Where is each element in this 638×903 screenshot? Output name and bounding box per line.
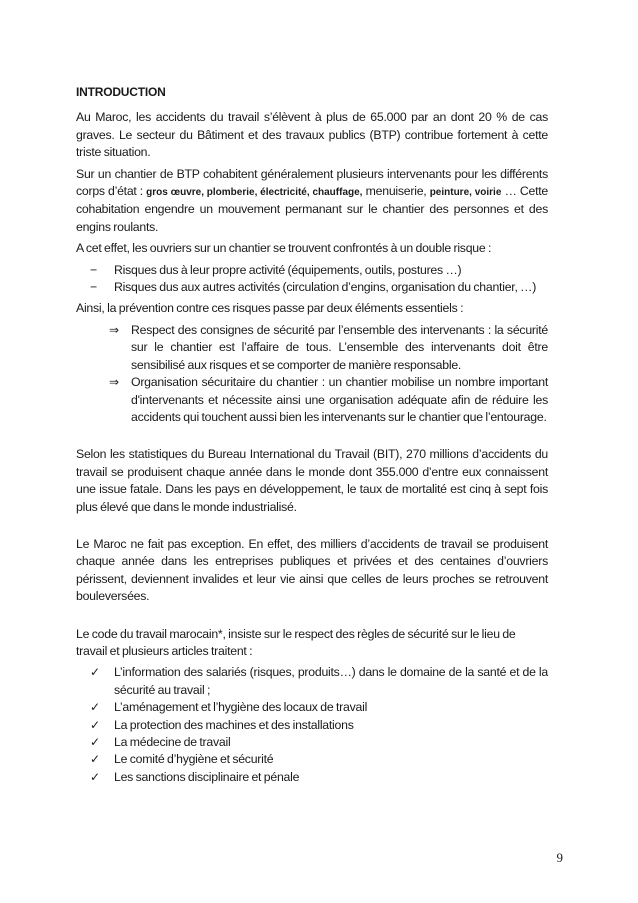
paragraph-code-travail: Le code du travail marocain*, insiste sur le respect des règles de sécurité sur le lieu de travail et plusieurs articles traitent : bbox=[76, 626, 516, 658]
paragraph-double-risque: A cet effet, les ouvriers sur un chantier se trouvent confrontés à un double risque : bbox=[76, 241, 492, 256]
double-arrow-icon: ⇒ bbox=[109, 322, 119, 337]
paragraph-prevention: Ainsi, la prévention contre ces risques passe par deux éléments essentiels : bbox=[76, 301, 464, 316]
dash-bullet-icon: − bbox=[90, 262, 97, 277]
checkmark-icon: ✓ bbox=[90, 665, 100, 680]
checkmark-icon: ✓ bbox=[90, 735, 100, 749]
spacer bbox=[76, 430, 548, 446]
list-item bbox=[90, 717, 548, 734]
section-heading: INTRODUCTION bbox=[76, 85, 166, 99]
spacer bbox=[76, 520, 548, 536]
code-articles-list bbox=[76, 664, 548, 786]
paragraph-accidents-maroc: Au Maroc, les accidents du travail s’élèvent à plus de 65.000 par an dont 20 % de cas graves. Le secteur du Bâtiment et des travaux publics (BTP) contribue fortement à cette triste situation. bbox=[76, 110, 548, 160]
cohabitation-end: … Cette cohabitation engendre un mouvement permanant sur le chantier des personnes et des engins roulants. bbox=[76, 184, 548, 234]
trades-list-bold-1: gros œuvre, plomberie, électricité, chauffage, bbox=[146, 187, 363, 199]
list-item-text: Organisation sécuritaire du chantier : un chantier mobilise un nombre important d'intervenants et nécessite ainsi une organisation adéquate afin de réduire les accidents qui touchent aussi bien les intervenants sur le chantier que l’entourage. bbox=[131, 375, 548, 424]
paragraph-cohabitation bbox=[76, 166, 548, 237]
list-item bbox=[109, 322, 548, 374]
list-item-text: Les sanctions disciplinaire et pénale bbox=[114, 769, 300, 784]
list-item-text: Risques dus aux autres activités (circulation d’engins, organisation du chantier, …) bbox=[114, 280, 537, 295]
list-item-text: La médecine de travail bbox=[114, 735, 231, 749]
list-item bbox=[90, 699, 548, 716]
risk-list bbox=[76, 262, 548, 297]
double-arrow-icon: ⇒ bbox=[109, 375, 119, 390]
list-item bbox=[90, 751, 548, 768]
list-item-text: L’information des salariés (risques, produits…) dans le domaine de la santé et de la sécurité au travail ; bbox=[114, 665, 548, 697]
list-item bbox=[90, 279, 548, 296]
list-item-text: Le comité d’hygiène et sécurité bbox=[114, 752, 274, 767]
list-item-text: L’aménagement et l’hygiène des locaux de travail bbox=[114, 700, 368, 715]
checkmark-icon: ✓ bbox=[90, 752, 100, 767]
list-item bbox=[90, 769, 548, 786]
list-item-text: Risques dus à leur propre activité (équipements, outils, postures …) bbox=[114, 262, 462, 277]
list-item bbox=[109, 374, 548, 426]
list-item bbox=[90, 734, 548, 751]
list-item bbox=[90, 664, 548, 699]
trade-menuiserie: menuiserie, bbox=[362, 184, 430, 199]
checkmark-icon: ✓ bbox=[90, 769, 100, 784]
checkmark-icon: ✓ bbox=[90, 717, 100, 732]
checkmark-icon: ✓ bbox=[90, 700, 100, 715]
cohabitation-start: Sur un chantier de BTP cohabitent généralement plusieurs intervenants pour les différents corps d’état : bbox=[76, 166, 548, 199]
page-number: 9 bbox=[556, 850, 563, 865]
paragraph-maroc-exception: Le Maroc ne fait pas exception. En effet, des milliers d’accidents de travail se produisent chaque année dans les entreprises publiques et privées et des centaines d’ouvriers périssent, deviennent invalides et leur vie ainsi que celles de leurs proches se retrouvent bouleversées. bbox=[76, 536, 548, 604]
document-body bbox=[76, 84, 548, 786]
spacer bbox=[76, 610, 548, 626]
list-item-text: Respect des consignes de sécurité par l’ensemble des intervenants : la sécurité sur le chantier est l’affaire de tous. L’ensemble des intervenants doit être sensibilisé aux risques et se comporter de manière responsable. bbox=[131, 322, 548, 372]
prevention-list bbox=[76, 322, 548, 426]
list-item bbox=[90, 262, 548, 279]
dash-bullet-icon: − bbox=[90, 280, 97, 295]
paragraph-statistiques-bit: Selon les statistiques du Bureau International du Travail (BIT), 270 millions d’accidents du travail se produisent chaque année dans le monde dont 355.000 d’entre eux connaissent une issue fatale. Dans les pays en développement, le taux de mortalité est cinq à sept fois plus élevé que dans le monde industrialisé. bbox=[76, 447, 548, 514]
list-item-text: La protection des machines et des installations bbox=[114, 717, 354, 732]
trades-list-bold-2: peinture, voirie bbox=[429, 187, 502, 199]
